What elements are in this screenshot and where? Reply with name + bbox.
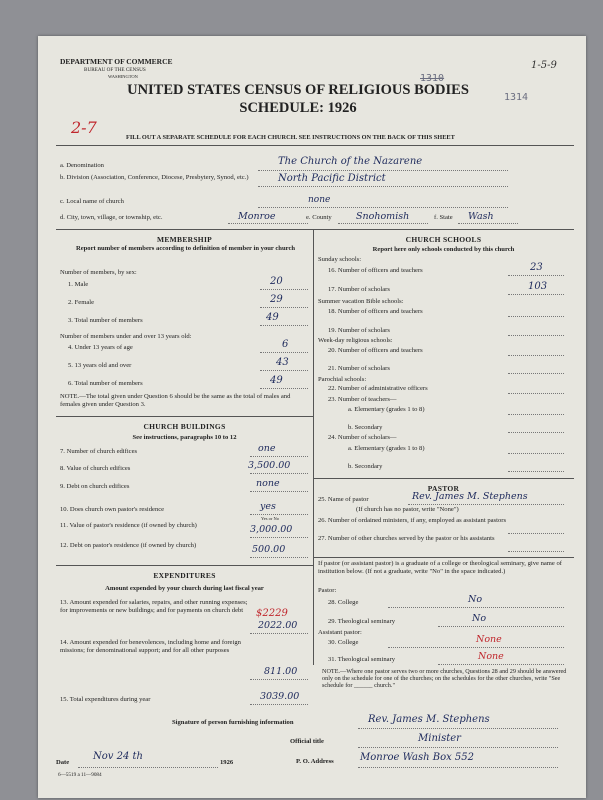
- date-value: Nov 24 th: [93, 751, 143, 762]
- divider: [56, 145, 574, 146]
- q13-line: [250, 633, 308, 634]
- q11-label: 11. Value of pastor's residence (if owned by church): [60, 522, 197, 529]
- q28-label: 28. College: [328, 599, 359, 606]
- q13-value: 2022.00: [258, 620, 298, 631]
- q3-label: 3. Total number of members: [68, 317, 143, 324]
- local-name-label: c. Local name of church: [60, 198, 124, 205]
- q11-line: [250, 537, 308, 538]
- q6-value: 49: [270, 375, 283, 386]
- q30-value: None: [476, 634, 502, 645]
- yes-no-hint: Yes or No: [261, 516, 280, 521]
- q2-label: 2. Female: [68, 299, 95, 306]
- q5-line: [260, 370, 308, 371]
- divider: [56, 416, 313, 417]
- q14-line: [250, 679, 308, 680]
- buildings-subtitle: See instructions, paragraphs 10 to 12: [132, 434, 237, 441]
- weekday-heading: Week-day religious schools:: [318, 337, 393, 344]
- q18-line: [508, 316, 564, 317]
- address-line: [358, 767, 558, 768]
- q30-line: [388, 647, 564, 648]
- state-label: f. State: [434, 214, 453, 221]
- buildings-title: CHURCH BUILDINGS: [143, 422, 226, 431]
- q4-line: [260, 352, 308, 353]
- q23b-label: b. Secondary: [348, 424, 383, 431]
- department-label: DEPARTMENT OF COMMERCE: [60, 57, 173, 66]
- q30-label: 30. College: [328, 639, 359, 646]
- by-sex-label: Number of members, by sex:: [60, 269, 137, 276]
- q11-value: 3,000.00: [250, 524, 293, 535]
- q28-line: [388, 607, 564, 608]
- denomination-line: [258, 170, 508, 171]
- q25-line: [408, 504, 564, 505]
- q27-label: 27. Number of other churches served by the pastor or his assistants: [318, 535, 495, 542]
- q24b-line: [508, 471, 564, 472]
- q14-label: 14. Amount expended for benevolences, including home and foreign missions; for denominational support; and for all other purposes: [60, 639, 241, 654]
- q8-line: [250, 473, 308, 474]
- schools-title: CHURCH SCHOOLS: [405, 235, 482, 244]
- q15-value: 3039.00: [260, 691, 300, 702]
- q25-value: Rev. James M. Stephens: [412, 491, 528, 502]
- q29-value: No: [472, 613, 487, 624]
- expenditures-subtitle: Amount expended by your church during last fiscal year: [105, 585, 264, 592]
- q25-label: 25. Name of pastor: [318, 496, 369, 503]
- denomination-value: The Church of the Nazarene: [278, 156, 423, 167]
- city-field-label: d. City, town, village, or township, etc.: [60, 214, 163, 221]
- q29-line: [438, 626, 564, 627]
- q15-line: [250, 704, 308, 705]
- city-value: Monroe: [238, 211, 276, 222]
- q24a-line: [508, 453, 564, 454]
- q20-label: 20. Number of officers and teachers: [328, 347, 423, 354]
- q24a-label: a. Elementary (grades 1 to 8): [348, 445, 425, 452]
- q4-label: 4. Under 13 years of age: [68, 344, 133, 351]
- q10-line: [250, 514, 308, 515]
- q17-value: 103: [528, 281, 548, 292]
- form-title: UNITED STATES CENSUS OF RELIGIOUS BODIES: [127, 82, 469, 98]
- census-schedule-sheet: [38, 36, 586, 798]
- pastor-title: PASTOR: [427, 484, 460, 493]
- division-value: North Pacific District: [278, 173, 386, 184]
- college-note: If pastor (or assistant pastor) is a graduate of a college or theological seminary, give name of institution below. (If not a graduate, write "No" in the space indicated.): [318, 560, 563, 575]
- q19-line: [508, 335, 564, 336]
- q29-label: 29. Theological seminary: [328, 618, 396, 625]
- address-label: P. O. Address: [296, 758, 334, 765]
- q22-line: [508, 393, 564, 394]
- expenditures-title: EXPENDITURES: [153, 571, 216, 580]
- division-label: b. Division (Association, Conference, Diocese, Presbytery, Synod, etc.): [60, 174, 249, 181]
- q16-line: [508, 275, 564, 276]
- membership-subtitle: Report number of members according to definition of member in your church: [75, 245, 296, 252]
- signature-line: [358, 728, 558, 729]
- q26-line: [508, 533, 564, 534]
- sunday-heading: Sunday schools:: [318, 256, 362, 263]
- q14-value: 811.00: [264, 666, 298, 677]
- q2-value: 29: [270, 294, 283, 305]
- corner-note: 1-5-9: [531, 60, 557, 71]
- q23b-line: [508, 432, 564, 433]
- q24b-label: b. Secondary: [348, 463, 383, 470]
- q8-label: 8. Value of church edifices: [60, 465, 131, 472]
- q16-label: 16. Number of officers and teachers: [328, 267, 423, 274]
- q12-value: 500.00: [252, 544, 286, 555]
- divider: [56, 565, 313, 566]
- divider: [313, 478, 574, 479]
- q20-line: [508, 355, 564, 356]
- q3-line: [260, 325, 308, 326]
- q4-value: 6: [282, 339, 289, 350]
- address-value: Monroe Wash Box 552: [360, 752, 474, 763]
- q2-line: [260, 307, 308, 308]
- year-value: 1926: [220, 759, 234, 766]
- age-heading: Number of members under and over 13 years old:: [60, 333, 192, 340]
- q17-line: [508, 294, 564, 295]
- local-name-value: none: [308, 195, 331, 205]
- q17-label: 17. Number of scholars: [328, 286, 390, 293]
- signature-label: Signature of person furnishing information: [172, 719, 294, 726]
- q26-label: 26. Number of ordained ministers, if any, employed as assistant pastors: [318, 517, 507, 524]
- state-line: [458, 223, 518, 224]
- official-title-line: [358, 747, 558, 748]
- official-title-label: Official title: [290, 738, 324, 745]
- q23-label: 23. Number of teachers—: [328, 396, 397, 403]
- pastor-sublabel: Pastor:: [318, 587, 337, 594]
- q31-value: None: [478, 651, 504, 662]
- q13-red-value: $2229: [256, 608, 288, 619]
- q12-line: [250, 557, 308, 558]
- pastor-note: NOTE.—Where one pastor serves two or more churches, Questions 28 and 29 should be answered only on the schedule for one of the churches; on the schedules for the other churches, write "See schedule for ______ church.": [322, 668, 567, 689]
- instruction-line: FILL OUT A SEPARATE SCHEDULE FOR EACH CHURCH. SEE INSTRUCTIONS ON THE BACK OF THIS SHEET: [126, 134, 455, 141]
- official-title-value: Minister: [418, 733, 461, 744]
- q10-label: 10. Does church own pastor's residence: [60, 506, 165, 513]
- q25-hint: (If church has no pastor, write "None"): [356, 506, 459, 513]
- divider: [56, 229, 574, 230]
- q31-label: 31. Theological seminary: [328, 656, 396, 663]
- q5-value: 43: [276, 357, 289, 368]
- q18-label: 18. Number of officers and teachers: [328, 308, 423, 315]
- q16-value: 23: [530, 262, 543, 273]
- q12-label: 12. Debt on pastor's residence (if owned by church): [60, 542, 197, 549]
- q3-value: 49: [266, 312, 279, 323]
- q22-label: 22. Number of administrative officers: [328, 385, 428, 392]
- summer-heading: Summer vacation Bible schools:: [318, 298, 404, 305]
- q10-value: yes: [260, 501, 276, 512]
- red-handwritten-number: 2-7: [71, 118, 97, 137]
- q31-line: [438, 664, 564, 665]
- q28-value: No: [468, 594, 483, 605]
- state-value: Wash: [468, 211, 494, 222]
- denomination-label: a. Denomination: [60, 162, 104, 169]
- membership-note: NOTE.—The total given under Question 6 should be the same as the total of males and females given under Question 3.: [60, 393, 291, 408]
- county-line: [338, 223, 428, 224]
- q7-value: one: [258, 443, 276, 454]
- county-label: e. County: [306, 214, 332, 221]
- schools-subtitle: Report here only schools conducted by this church: [372, 246, 515, 253]
- q6-line: [260, 388, 308, 389]
- q21-line: [508, 373, 564, 374]
- q19-label: 19. Number of scholars: [328, 327, 390, 334]
- stamped-number: 1314: [504, 92, 529, 103]
- q23a-label: a. Elementary (grades 1 to 8): [348, 406, 425, 413]
- q24-label: 24. Number of scholars—: [328, 434, 397, 441]
- form-number: 6—5519 a 11—9084: [58, 772, 102, 778]
- membership-title: MEMBERSHIP: [156, 235, 213, 244]
- assistant-sublabel: Assistant pastor:: [318, 629, 362, 636]
- q9-value: none: [256, 478, 280, 489]
- q8-value: 3,500.00: [248, 460, 291, 471]
- q1-value: 20: [270, 276, 283, 287]
- parochial-heading: Parochial schools:: [318, 376, 367, 383]
- city-line: [228, 223, 308, 224]
- q7-line: [250, 456, 308, 457]
- q9-line: [250, 491, 308, 492]
- local-name-line: [258, 207, 508, 208]
- q5-label: 5. 13 years old and over: [68, 362, 132, 369]
- q15-label: 15. Total expenditures during year: [60, 696, 151, 703]
- q23a-line: [508, 414, 564, 415]
- divider: [313, 557, 574, 558]
- bureau-label: BUREAU OF THE CENSUS: [84, 67, 146, 73]
- q1-line: [260, 289, 308, 290]
- division-line: [258, 186, 508, 187]
- q7-label: 7. Number of church edifices: [60, 448, 138, 455]
- schedule-title: SCHEDULE: 1926: [239, 100, 357, 116]
- q9-label: 9. Debt on church edifices: [60, 483, 130, 490]
- stamped-number-struck: 1310: [420, 73, 445, 84]
- county-value: Snohomish: [356, 211, 410, 222]
- city-label: WASHINGTON: [108, 74, 138, 79]
- q13-label: 13. Amount expended for salaries, repairs, and other running expenses; for improvements or new buildings; and for payments on church debt: [60, 599, 248, 614]
- date-line: [78, 767, 218, 768]
- date-label: Date: [56, 759, 70, 766]
- column-divider: [313, 229, 314, 665]
- signature-value: Rev. James M. Stephens: [368, 714, 490, 725]
- q6-label: 6. Total number of members: [68, 380, 143, 387]
- q1-label: 1. Male: [68, 281, 89, 288]
- q27-line: [508, 551, 564, 552]
- q21-label: 21. Number of scholars: [328, 365, 390, 372]
